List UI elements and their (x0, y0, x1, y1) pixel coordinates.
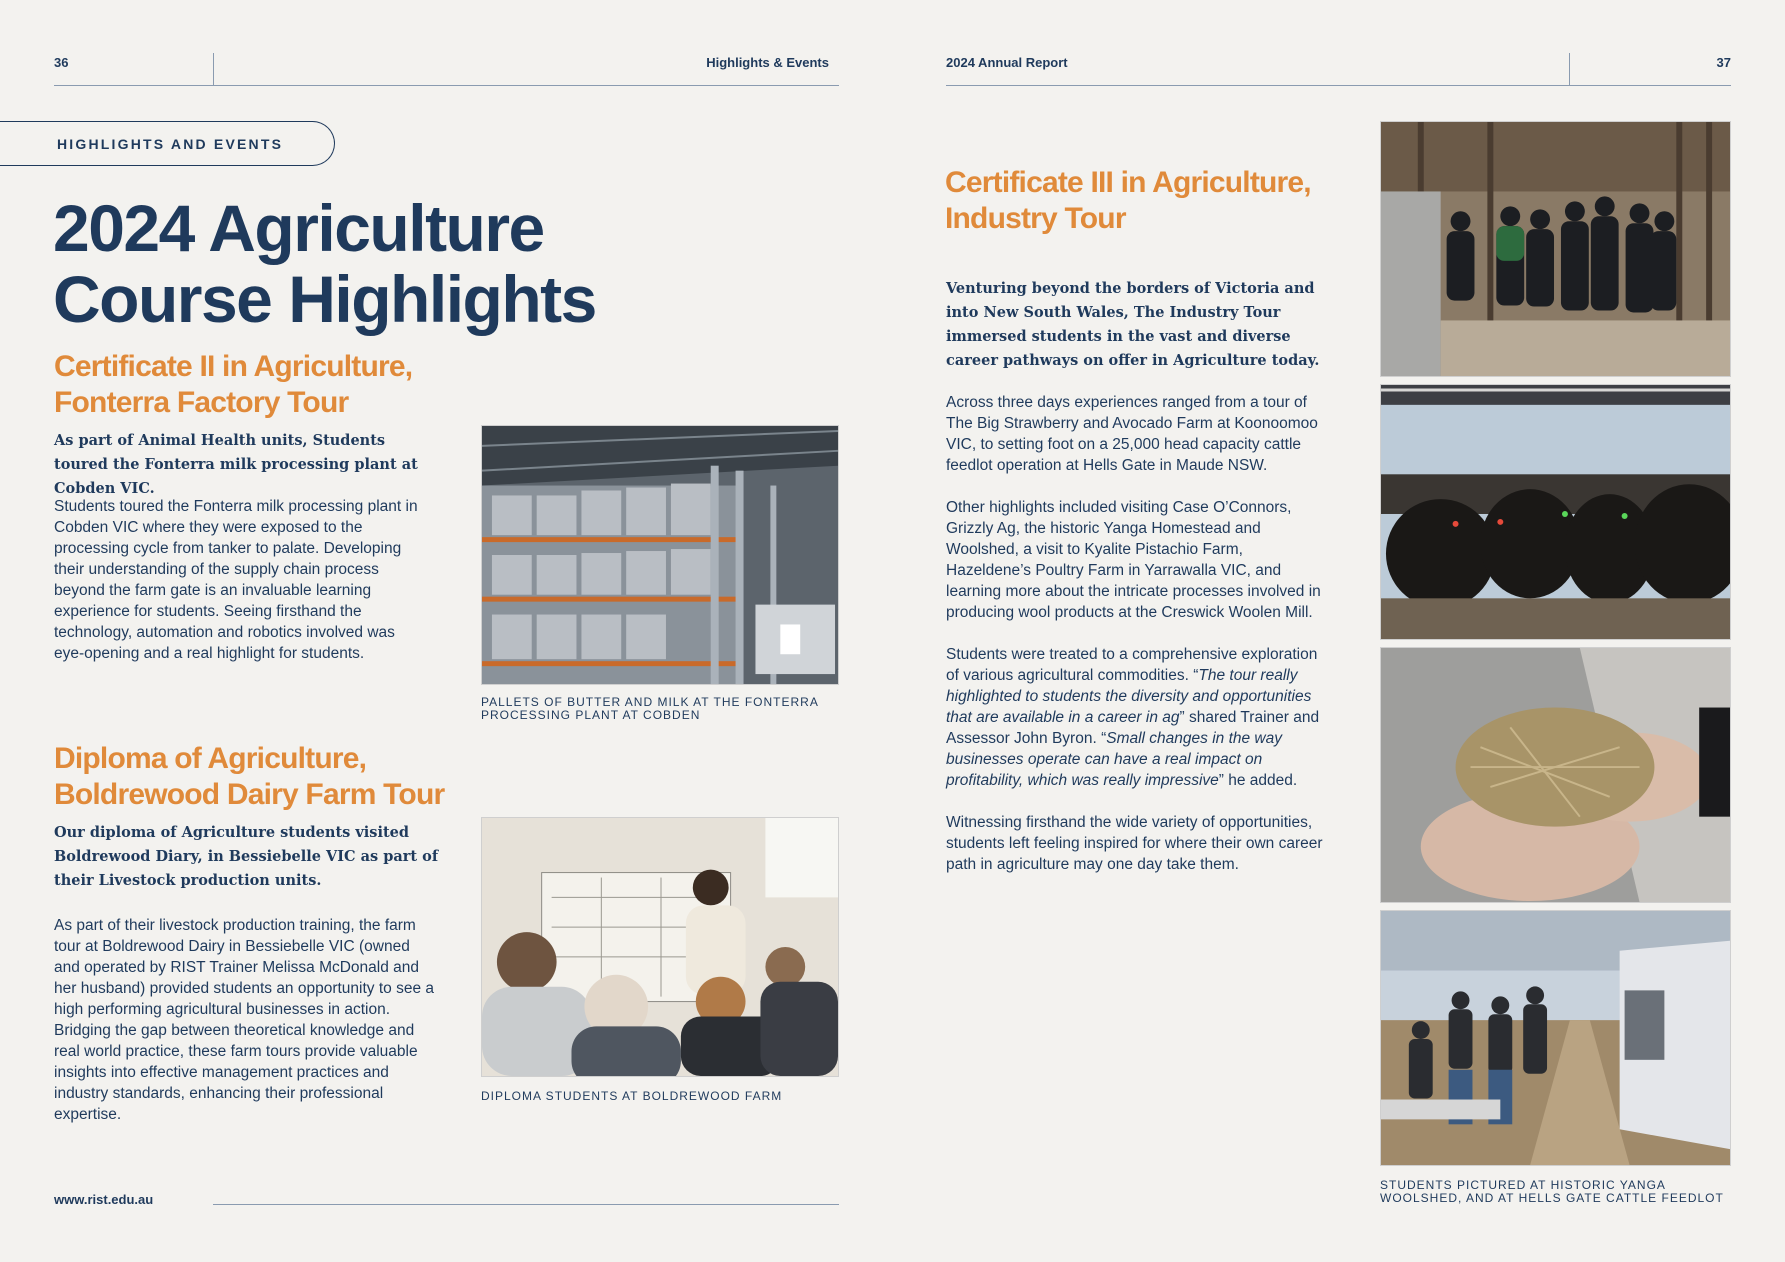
boldrewood-farm-photo (481, 817, 839, 1077)
section-tag-label: HIGHLIGHTS AND EVENTS (57, 136, 284, 152)
section2-paragraph: As part of their livestock production training, the farm tour at Boldrewood Dairy in Bessiebelle VIC (owned and operated by RIST Trainer Melissa McDonald and her husband) provided students an opportunity to see a high performing agricultural businesses in action. Bridging the gap between theoretical knowledge and real world practice, these farm tours provide valuable insights into effective management practices and industry standards, enhancing their professional expertise. (54, 917, 435, 1123)
industry-tour-paragraph-2: Other highlights included visiting Case O’Connors, Grizzly Ag, the historic Yanga Homestead and Woolshed, a visit to Kyalite Pistachio Farm, Hazeldene’s Poultry Farm in Yarrawalla VIC, and learning more about the intricate processes involved in producing wool products at the Creswick Woolen Mill. (946, 499, 1321, 621)
quote-attribution: ” shared Trainer and Assessor John Byron. “ (946, 709, 1320, 747)
industry-tour-lead: Venturing beyond the borders of Victoria and into New South Wales, The Industry Tour immersed students in the vast and diverse career pathways on offer in Agriculture today. (946, 280, 1320, 369)
quote-close: ” he added. (1218, 772, 1298, 789)
footer-url[interactable]: www.rist.edu.au (54, 1192, 154, 1207)
industry-tour-title (945, 165, 1345, 237)
section1-title (54, 349, 494, 421)
section2-title-line1: Diploma of Agriculture, (54, 742, 367, 775)
hells-gate-feedlot-photo (1380, 910, 1731, 1166)
right-header-divider (1569, 53, 1570, 86)
section2-title (54, 741, 514, 813)
page-title (53, 193, 653, 335)
yanga-hells-gate-caption: STUDENTS PICTURED AT HISTORIC YANGA WOOLSHED, AND AT HELLS GATE CATTLE FEEDLOT (1380, 1178, 1724, 1205)
section1-body (54, 496, 429, 685)
industry-tour-title-line1: Certificate III in Agriculture, (945, 166, 1311, 199)
fonterra-photo-caption: PALLETS OF BUTTER AND MILK AT THE FONTERRA PROCESSING PLANT AT COBDEN (481, 695, 819, 722)
section2-body (54, 915, 439, 1146)
section2-title-line2: Boldrewood Dairy Farm Tour (54, 778, 445, 811)
boldrewood-photo-caption: DIPLOMA STUDENTS AT BOLDREWOOD FARM (481, 1089, 783, 1103)
quote-intro: Students were treated to a comprehensive exploration of various agricultural commodities. “ (946, 646, 1318, 684)
left-header-rule (54, 85, 839, 86)
fonterra-warehouse-photo (481, 425, 839, 685)
right-header-rule (946, 85, 1731, 86)
left-page-number: 36 (54, 55, 69, 70)
right-page-number: 37 (1716, 55, 1731, 70)
woolshed-group-photo (1380, 121, 1731, 377)
page-title-line2: Course Highlights (53, 262, 596, 336)
industry-tour-title-line2: Industry Tour (945, 202, 1126, 235)
section2-lead: Our diploma of Agriculture students visited Boldrewood Diary, in Bessiebelle VIC as part of their Livestock production units. (54, 824, 439, 889)
quote-profitability: Small changes in the way businesses operate can have a real impact on profitability, which was really impressive (946, 730, 1282, 789)
report-header: 2024 Annual Report (946, 55, 1068, 70)
feedlot-cattle-photo (1380, 384, 1731, 640)
industry-tour-paragraph-3 (946, 644, 1326, 791)
section-tag (0, 121, 335, 166)
footer-rule (213, 1204, 839, 1205)
section1-paragraph: Students toured the Fonterra milk processing plant in Cobden VIC where they were exposed to the processing cycle from tanker to palate. Developing their understanding of the supply chain process beyond the farm gate is an invaluable learning experience for students. Seeing firsthand the technology, automation and robotics involved was eye-opening and a real highlight for students. (54, 498, 418, 662)
section1-title-line1: Certificate II in Agriculture, (54, 350, 413, 383)
industry-tour-paragraph-4: Witnessing firsthand the wide variety of opportunities, students left feeling inspired for where their own career path in agriculture may one day take them. (946, 814, 1323, 873)
industry-tour-body (946, 392, 1326, 896)
page-title-line1: 2024 Agriculture (53, 191, 544, 265)
header-divider (213, 53, 214, 86)
quote-trainer: The tour really highlighted to students the diversity and opportunities that are available in a career in ag (946, 667, 1312, 726)
section1-lead: As part of Animal Health units, Students toured the Fonterra milk processing plant at Cobden VIC. (54, 432, 418, 497)
industry-tour-paragraph-1: Across three days experiences ranged from a tour of The Big Strawberry and Avocado Farm at Koonoomoo VIC, to setting foot on a 25,000 head capacity cattle feedlot operation at Hells Gate in Maude NSW. (946, 394, 1318, 474)
left-section-header: Highlights & Events (706, 55, 829, 70)
section1-title-line2: Fonterra Factory Tour (54, 386, 349, 419)
hay-in-hands-photo (1380, 647, 1731, 903)
